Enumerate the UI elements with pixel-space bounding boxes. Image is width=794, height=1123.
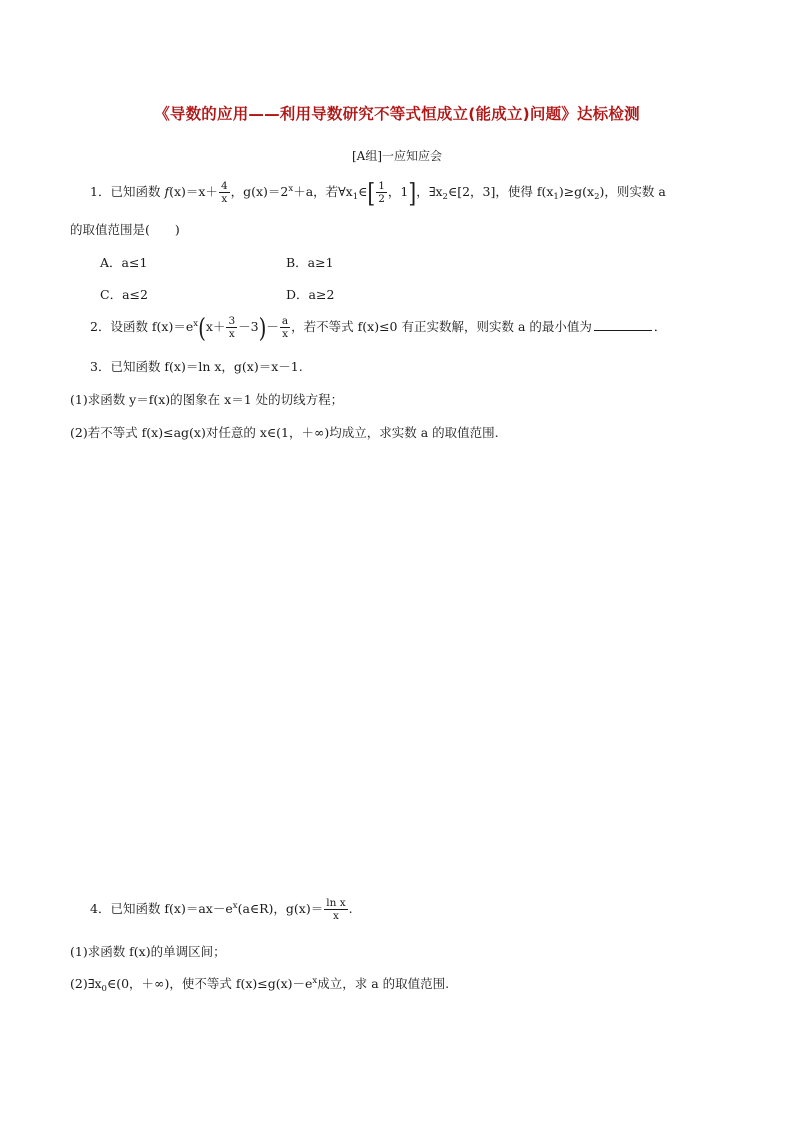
question-4-part-1: (1)求函数 f(x)的单调区间； (70, 944, 226, 959)
q2-answer-blank[interactable] (594, 320, 652, 331)
q1-fraction-4-over-x: $\frac{4}{x}$ (220, 180, 228, 205)
q1-tail: )，则实数 a (599, 184, 666, 199)
q1-interval-tail: ，1 (387, 184, 409, 199)
question-4-part-2 (70, 974, 449, 994)
q4-fraction-lnx-over-x: $\frac{\text{ln x}}{x}$ (326, 897, 346, 922)
q1-sub-4: 2 (594, 192, 600, 202)
question-3-part-1: (1)求函数 y＝f(x)的图象在 x＝1 处的切线方程； (70, 392, 344, 407)
page-title: 《导数的应用——利用导数研究不等式恒成立(能成立)问题》达标检测 (154, 105, 640, 123)
q4-mid: (a∈R)，g(x)＝ (237, 901, 324, 916)
q1-exists: ，∃x (416, 184, 443, 199)
q1-right-bracket: ] (408, 176, 417, 209)
q4-p2-exponent: x (312, 976, 318, 986)
q1-fraction-1-over-2: $\frac{1}{2}$ (378, 180, 385, 205)
question-2 (90, 311, 667, 344)
q1-option-b: B．a≥1 (286, 255, 334, 270)
q2-inner-b: －3 (238, 319, 259, 334)
question-3-part-2: (2)若不等式 f(x)≤ag(x)对任意的 x∈(1，＋∞)均成立，求实数 a 的取值范围. (70, 425, 499, 440)
question-4-head (90, 897, 353, 922)
q1-in-symbol: ∈ (358, 184, 368, 199)
question-3-head: 3．已知函数 f(x)＝ln x，g(x)＝x－1. (90, 359, 303, 374)
q2-inner-a: x＋ (205, 319, 226, 334)
q1-range-2: ∈[2，3]，使得 f(x (447, 184, 554, 199)
q1-sub-2: 2 (442, 192, 448, 202)
q2-head: 2．设函数 f(x)＝e (90, 319, 194, 334)
q1-sub-3: 1 (553, 192, 559, 202)
q1-left-bracket: [ (367, 176, 376, 209)
q1-ge: )≥g(x (558, 184, 595, 199)
q2-left-paren: ( (198, 311, 206, 344)
q2-exponent: x (193, 319, 199, 329)
q1-g-exponent: x (288, 184, 294, 194)
q2-right-paren: ) (258, 311, 267, 344)
q1-number: 1．已知函数 (90, 184, 161, 199)
q2-fraction-a-over-x: $\frac{a}{x}$ (281, 315, 289, 340)
q1-sub-1: 1 (352, 192, 359, 202)
q4-head: 4．已知函数 f(x)＝ax－e (90, 901, 233, 916)
q2-tail: ，若不等式 f(x)≤0 有正实数解，则实数 a 的最小值为 (291, 319, 592, 334)
q1-f-def: f(x)＝x＋ (164, 184, 218, 199)
q1-option-c: C．a≤2 (100, 287, 148, 302)
q2-fraction-3-over-x: $\frac{3}{x}$ (228, 315, 236, 340)
q1-option-d: D．a≥2 (286, 287, 335, 302)
question-1-line-2: 的取值范围是( ) (70, 222, 180, 237)
q4-p2-sub: 0 (101, 984, 107, 994)
q1-g-def: ，g(x)＝2 (230, 184, 289, 199)
q2-minus: － (266, 319, 279, 334)
q4-end: . (348, 901, 353, 916)
q4-p2-b: ∈(0，＋∞)，使不等式 f(x)≤g(x)－e (106, 976, 313, 991)
q1-g-tail: ＋a，若∀x (293, 184, 353, 199)
q4-p2-c: 成立，求 a 的取值范围. (317, 976, 450, 991)
q2-end: ． (653, 319, 667, 334)
group-label: [A组]一应知应会 (351, 149, 443, 163)
q4-exponent: x (232, 901, 238, 911)
question-1-line-1 (90, 176, 666, 209)
q4-p2-a: (2)∃x (70, 976, 102, 991)
q1-option-a: A．a≤1 (100, 255, 148, 270)
